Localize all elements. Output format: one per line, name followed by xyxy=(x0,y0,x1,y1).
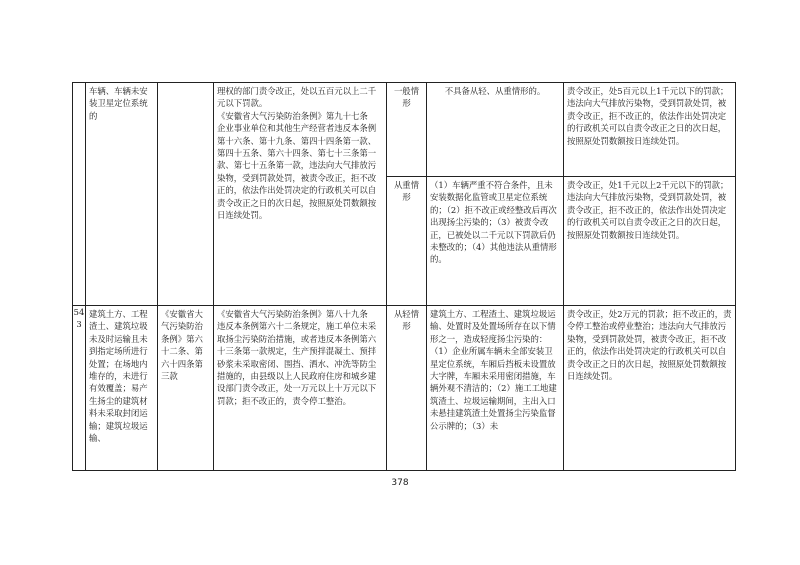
table-row xyxy=(73,306,736,471)
page-number: 378 xyxy=(391,478,409,488)
law-reference-cell xyxy=(158,83,214,306)
penalty-cell: 责令改正，处2万元的罚款；拒不改正的，责令停工整治或停业整治；违法向大气排放污染物，受到罚款处罚，被责令改正，拒不改正的，依法作出处罚决定的行政机关可以自责令改正之日的次日起，按照原处罚数额按日连续处罚。 xyxy=(564,306,736,471)
penalty-standard-table xyxy=(72,82,736,471)
circumstance-condition-cell: 不具备从轻、从重情形的。 xyxy=(427,83,564,177)
circumstance-condition-cell: 建筑土方、工程渣土、建筑垃圾运输、处置时及处置场所存在以下情形之一，造成轻度扬尘污染的：（1）企业所属车辆未全部安装卫星定位系统，车厢后挡板未设置放大字牌，车厢未采用密闭措施，车辆外观不清洁的；（2）施工工地建筑渣土、垃圾运输期间，主出入口未悬挂建筑渣土处置扬尘污染监督公示牌的；（3）未 xyxy=(427,306,564,471)
law-reference-cell: 《安徽省大气污染防治条例》第六十二条、第六十四条第三款 xyxy=(158,306,214,471)
violation-cell: 建筑土方、工程渣土、建筑垃圾未及时运输且未到指定场所进行处置；在场地内堆存的，未进行有效覆盖；易产生扬尘的建筑材料未采取封闭运输；建筑垃圾运输、 xyxy=(86,306,158,471)
violation-cell: 车辆、车辆未安装卫星定位系统的 xyxy=(86,83,158,306)
circumstance-label-cell: 从重情形 xyxy=(387,177,427,306)
row-number-cell xyxy=(73,83,86,306)
legal-basis-cell: 理权的部门责令改正，处以五百元以上二千元以下罚款。 《安徽省大气污染防治条例》第九十七条 企业事业单位和其他生产经营者违反本条例第十六条、第十九条、第四十四条第一款、第四十五条、第六十四条、第七十三条第一款、第七十五条第一款，违法向大气排放污染物，受到罚款处罚，被责令改正，拒不改正的，依法作出处罚决定的行政机关可以自责令改正之日的次日起，按照原处罚数额按日连续处罚。 xyxy=(214,83,387,306)
penalty-cell: 责令改正，处1千元以上2千元以下的罚款；违法向大气排放污染物，受到罚款处罚，被责令改正，拒不改正的，依法作出处罚决定的行政机关可以自责令改正之日的次日起，按照原处罚数额按日连续处罚。 xyxy=(564,177,736,306)
circumstance-condition-cell: （1）车辆严重不符合条件，且未安装数据化监管或卫星定位系统的；（2）拒不改正或经整改后再次出现扬尘污染的；（3）被责令改正，已被处以二千元以下罚款后仍未整改的；（4）其他违法从重情形的。 xyxy=(427,177,564,306)
circumstance-label-cell: 从轻情形 xyxy=(387,306,427,471)
penalty-cell: 责令改正，处5百元以上1千元以下的罚款；违法向大气排放污染物，受到罚款处罚，被责令改正，拒不改正的，依法作出处罚决定的行政机关可以自责令改正之日的次日起，按照原处罚数额按日连续处罚。 xyxy=(564,83,736,177)
table-row xyxy=(73,83,736,177)
row-number-cell: 543 xyxy=(73,306,86,471)
circumstance-label-cell: 一般情形 xyxy=(387,83,427,177)
legal-basis-cell: 《安徽省大气污染防治条例》第八十九条 违反本条例第六十二条规定，施工单位未采取扬尘污染防治措施，或者违反本条例第六十三条第一款规定，生产预拌混凝土、预拌砂浆未采取密闭、围挡、洒水、冲洗等防尘措施的，由县级以上人民政府住房和城乡建设部门责令改正，处一万元以上十万元以下罚款；拒不改正的，责令停工整治。 xyxy=(214,306,387,471)
